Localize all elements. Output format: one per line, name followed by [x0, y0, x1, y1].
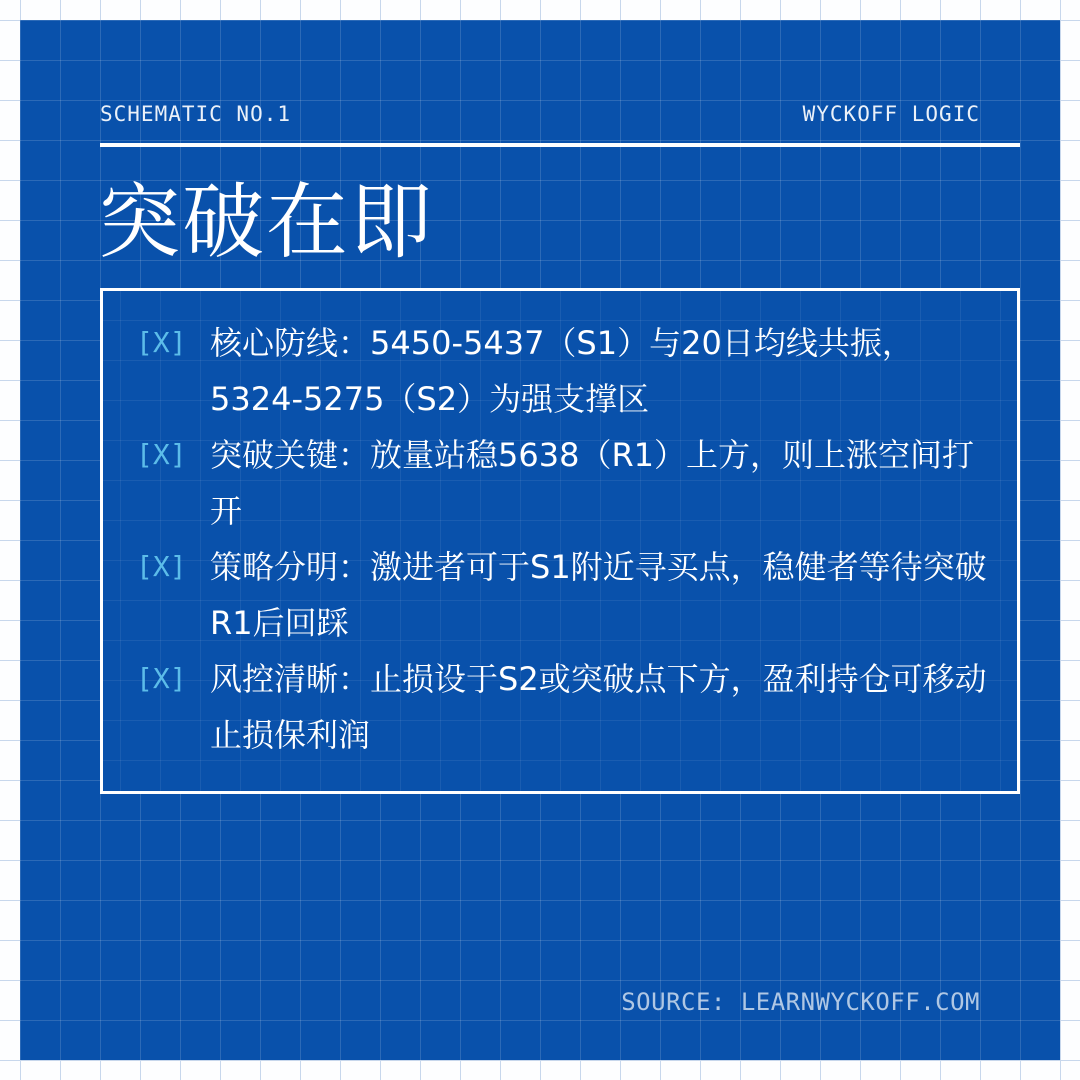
- checklist-item: [136, 315, 990, 427]
- checklist-item-text: 策略分明：激进者可于S1附近寻买点，稳健者等待突破R1后回踩: [210, 548, 987, 642]
- checkbox-marker-icon: [X]: [136, 326, 187, 359]
- checklist-item: [136, 651, 990, 763]
- checklist: [103, 291, 1017, 763]
- checklist-item: [136, 427, 990, 539]
- checkbox-marker-icon: [X]: [136, 550, 187, 583]
- blueprint-panel: [20, 20, 1060, 1060]
- checkbox-marker-icon: [X]: [136, 438, 187, 471]
- checklist-item-text: 核心防线：5450-5437（S1）与20日均线共振，5324-5275（S2）为强支撑区: [210, 324, 914, 418]
- wyckoff-logic-label: WYCKOFF LOGIC: [802, 102, 980, 126]
- checklist-item-text: 风控清晰：止损设于S2或突破点下方，盈利持仓可移动止损保利润: [210, 660, 987, 754]
- source-attribution: SOURCE: LEARNWYCKOFF.COM: [621, 988, 980, 1016]
- checkbox-marker-icon: [X]: [136, 662, 187, 695]
- header-divider: [100, 143, 1020, 147]
- checklist-item-text: 突破关键：放量站稳5638（R1）上方，则上涨空间打开: [210, 436, 975, 530]
- checklist-box: [100, 288, 1020, 794]
- page-title: 突破在即: [98, 175, 435, 270]
- checklist-item: [136, 539, 990, 651]
- schematic-label: SCHEMATIC NO.1: [100, 102, 292, 126]
